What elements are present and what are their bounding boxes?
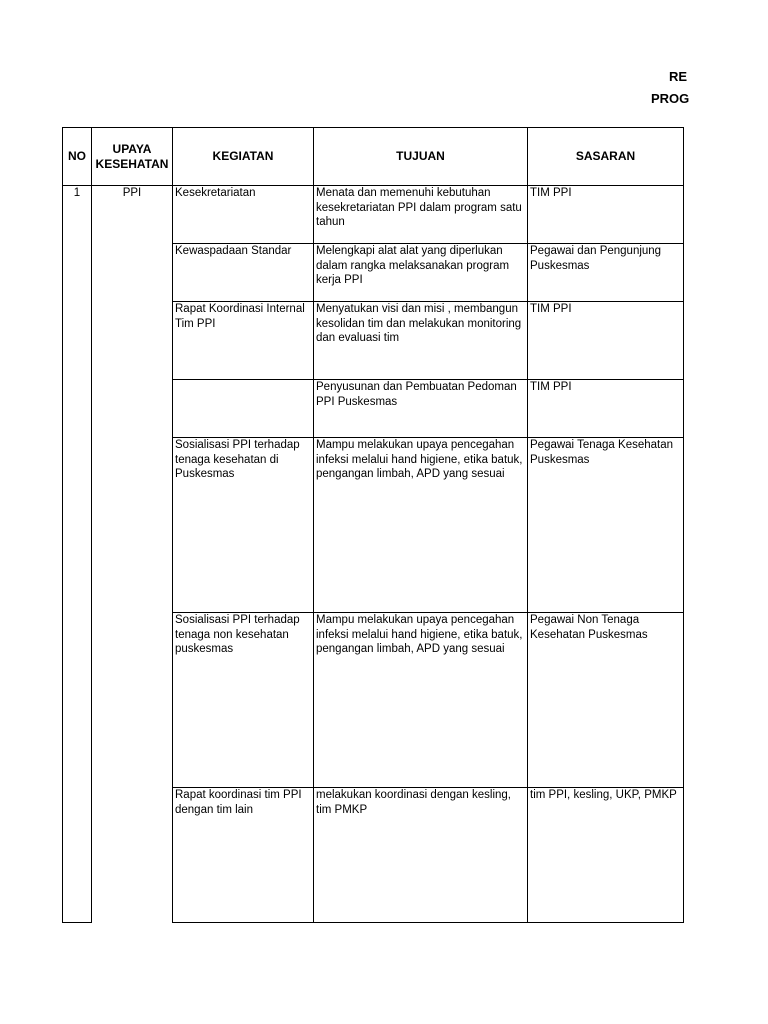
cell-tujuan: Mampu melakukan upaya pencegahan infeksi melalui hand higiene, etika batuk, pengangan limbah, APD yang sesuai	[314, 613, 528, 788]
document-title-line-2: PROG	[651, 91, 690, 106]
cell-sasaran: Pegawai Tenaga Kesehatan Puskesmas	[528, 438, 684, 613]
cell-tujuan: Penyusunan dan Pembuatan Pedoman PPI Puskesmas	[314, 380, 528, 438]
cell-kegiatan: Rapat koordinasi tim PPI dengan tim lain	[173, 788, 314, 923]
cell-sasaran: Pegawai dan Pengunjung Puskesmas	[528, 244, 684, 302]
cell-upaya: PPI	[122, 187, 142, 199]
cell-kegiatan: Kesekretariatan	[173, 186, 314, 244]
cell-sasaran: TIM PPI	[528, 380, 684, 438]
header-kegiatan: KEGIATAN	[173, 128, 314, 186]
cell-sasaran: tim PPI, kesling, UKP, PMKP	[528, 788, 684, 923]
document-title-line-1: RE	[669, 69, 688, 84]
header-no: NO	[63, 128, 92, 186]
header-upaya-text: UPAYA KESEHATAN	[95, 141, 169, 171]
header-tujuan: TUJUAN	[314, 128, 528, 186]
cell-sasaran: TIM PPI	[528, 186, 684, 244]
cell-tujuan: Melengkapi alat alat yang diperlukan dalam rangka melaksanakan program kerja PPI	[314, 244, 528, 302]
cell-no: 1	[63, 186, 92, 923]
header-upaya-kesehatan	[92, 128, 173, 186]
cell-tujuan: Mampu melakukan upaya pencegahan infeksi melalui hand higiene, etika batuk, pengangan limbah, APD yang sesuai	[314, 438, 528, 613]
cell-kegiatan: Rapat Koordinasi Internal Tim PPI	[173, 302, 314, 380]
cell-tujuan: Menata dan memenuhi kebutuhan kesekretariatan PPI dalam program satu tahun	[314, 186, 528, 244]
cell-tujuan: melakukan koordinasi dengan kesling, tim PMKP	[314, 788, 528, 923]
cell-sasaran: TIM PPI	[528, 302, 684, 380]
program-table	[62, 127, 684, 923]
cell-sasaran: Pegawai Non Tenaga Kesehatan Puskesmas	[528, 613, 684, 788]
table-row	[63, 186, 684, 244]
cell-kegiatan	[173, 380, 314, 438]
cell-tujuan: Menyatukan visi dan misi , membangun kesolidan tim dan melakukan monitoring dan evaluasi tim	[314, 302, 528, 380]
table-header-row	[63, 128, 684, 186]
header-sasaran: SASARAN	[528, 128, 684, 186]
cell-kegiatan: Sosialisasi PPI terhadap tenaga kesehatan di Puskesmas	[173, 438, 314, 613]
cell-kegiatan: Sosialisasi PPI terhadap tenaga non kesehatan puskesmas	[173, 613, 314, 788]
cell-kegiatan: Kewaspadaan Standar	[173, 244, 314, 302]
